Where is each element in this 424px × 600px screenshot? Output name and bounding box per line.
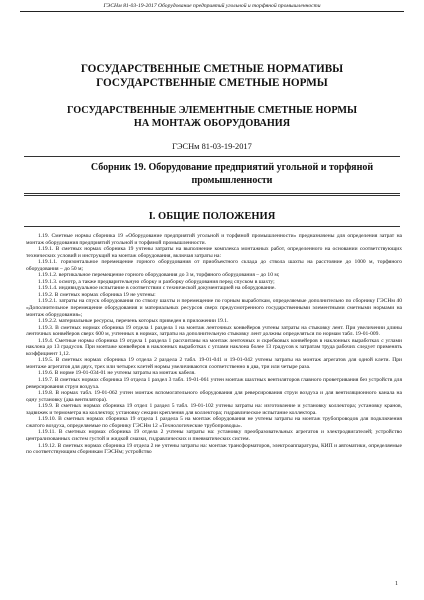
paragraph: 1.19.12. В сметных нормах сборника 19 отдела 2 не учтены затраты на: монтаж трансформаторов, электроаппаратуры, КИП и автоматики, определяемые по соответствующим сборникам ГЭСНм; устройство [26, 442, 402, 456]
paragraph: 1.19.2.2. материальные ресурсы, перечень которых приведен в приложении 19.1. [38, 318, 229, 325]
subtitle-line-2: НА МОНТАЖ ОБОРУДОВАНИЯ [133, 118, 291, 129]
running-header: ГЭСНм 81-03-19-2017 Оборудование предприятий угольной и торфяной промышленности [20, 3, 404, 12]
divider-middle [24, 193, 400, 194]
paragraph: 1.19.1.2. вертикальное перемещение горного оборудования до 3 м, торфяного оборудования – до 10 м; [38, 272, 280, 279]
divider-top [24, 156, 400, 157]
document-subtitle [20, 104, 404, 130]
body-text [26, 233, 402, 456]
document-title [20, 62, 404, 90]
divider-middle-2 [24, 195, 400, 196]
paragraph: 1.19.2. В сметных нормах сборника 19 не учтены: [38, 291, 156, 298]
paragraph: 1.19.1.1. горизонтальное перемещение горного оборудования от приобъектного склада до ствола шахты на расстояние до 1000 м, торфяного оборудования – до 50 м; [26, 259, 402, 272]
paragraph: 1.19.6. В норме 19-01-034-01 не учтены затраты на монтаж кабеля. [38, 370, 196, 377]
paragraph: 1.19.9. В сметных нормах сборника 19 отдел 1 раздел 5 табл. 19-01-102 учтены затраты на: изготовление и установку коллектора; установку кранов, задвижек и термометра на коллектор; установку секции крепления для коллектора; гидравлическое испытание коллектора. [26, 403, 402, 416]
paragraph: 1.19.7. В сметных нормах сборника 19 отдела 1 раздел 3 табл. 19-01-061 учтен монтаж шахтных вентиляторов главного проветривания без устройств для реверсирования струи воздуха. [26, 377, 402, 390]
title-line-1: ГОСУДАРСТВЕННЫЕ СМЕТНЫЕ НОРМАТИВЫ [80, 63, 344, 75]
section-heading: I. ОБЩИЕ ПОЛОЖЕНИЯ [148, 211, 276, 222]
norm-code: ГЭСНм 81-03-19-2017 [172, 142, 252, 151]
paragraph: 1.19. Сметные нормы сборника 19 «Оборудование предприятий угольной и торфяной промышленности» предназначены для определения затрат на монтаж оборудования предприятий угольной и торфяной промышленности. [26, 233, 402, 246]
paragraph: 1.19.11. В сметных нормах сборника 19 отдела 2 учтены затраты на: установку преобразовательных агрегатов и электродвигателей; устройство централизованных систем густой и жидкой смазки, гидравлических и пневматических систем. [26, 429, 402, 442]
paragraph: 1.19.1.4. индивидуальное испытание в соответствии с технической документацией на оборудование. [38, 285, 276, 292]
paragraph: 1.19.1. В сметных нормах сборника 19 учтены затраты на выполнение комплекса монтажных работ, определенного на основании соответствующих технических условий и инструкций на монтаж оборудования, включая затраты на: [26, 246, 402, 259]
divider-section [24, 226, 400, 227]
paragraph: 1.19.10. В сметных нормах сборника 19 отдела 1 раздела 5 на монтаж оборудования не учтены затраты на монтаж трубопроводов для подключения сжатого воздуха, определяемые по сборнику ГЭСНм 12 «Технологические трубопроводы». [26, 416, 402, 429]
subtitle-line-1: ГОСУДАРСТВЕННЫЕ ЭЛЕМЕНТНЫЕ СМЕТНЫЕ НОРМЫ [67, 105, 357, 116]
title-line-2: ГОСУДАРСТВЕННЫЕ СМЕТНЫЕ НОРМЫ [96, 77, 328, 89]
paragraph: 1.19.5. В сметных нормах сборника 19 отдела 2 раздела 2 табл. 19-01-041 и 19-01-042 учтены затраты на монтаж агрегатов для одной клети. При монтаже агрегатов для двух, трех или четырех клетей нормы увеличиваются соответственно в два, три или четыре раза. [26, 357, 402, 370]
paragraph: 1.19.4. Сметные нормы сборника 19 отдела 1 раздела 1 рассчитаны на монтаж ленточных и скребковых конвейеров в наклонных выработках с углами наклона до 13 градусов. При монтаже конвейеров в наклонных выработках с углами наклона более 13 градусов к затратам труда рабочих следует применять коэффициент 1,12. [26, 337, 402, 357]
page-number: 1 [395, 581, 398, 587]
paragraph: 1.19.1.3. осмотр, а также предварительную сборку и разборку оборудования перед спуском в шахту; [38, 278, 275, 285]
paragraph: 1.19.2.1. затраты на спуск оборудования по стволу шахты и перемещение по горным выработкам, определяемые дополнительно по сборнику ГЭСНм 40 «Дополнительное перемещение оборудования и материальных ресурсов сверх предусмотренного государственными элементными сметными нормами на монтаж оборудования»; [26, 298, 402, 318]
collection-title: Сборник 19. Оборудование предприятий угольной и торфяной промышленности [90, 162, 374, 186]
paragraph: 1.19.3. В сметных нормах сборника 19 отдела 1 раздела 1 на монтаж ленточных конвейеров учтены затраты на стыковку лент. При увеличении длины ленточных конвейеров сверх 600 м, учтенных в нормах, затраты на дополнительную стыковку лент должны определяться по нормам табл. 19-01-009. [26, 324, 402, 338]
paragraph: 1.19.8. В нормах табл. 19-01-062 учтен монтаж вспомогательного оборудования для реверсирования струи воздуха и для вентиляционного канала на одну установку (два вентилятора). [26, 390, 402, 403]
